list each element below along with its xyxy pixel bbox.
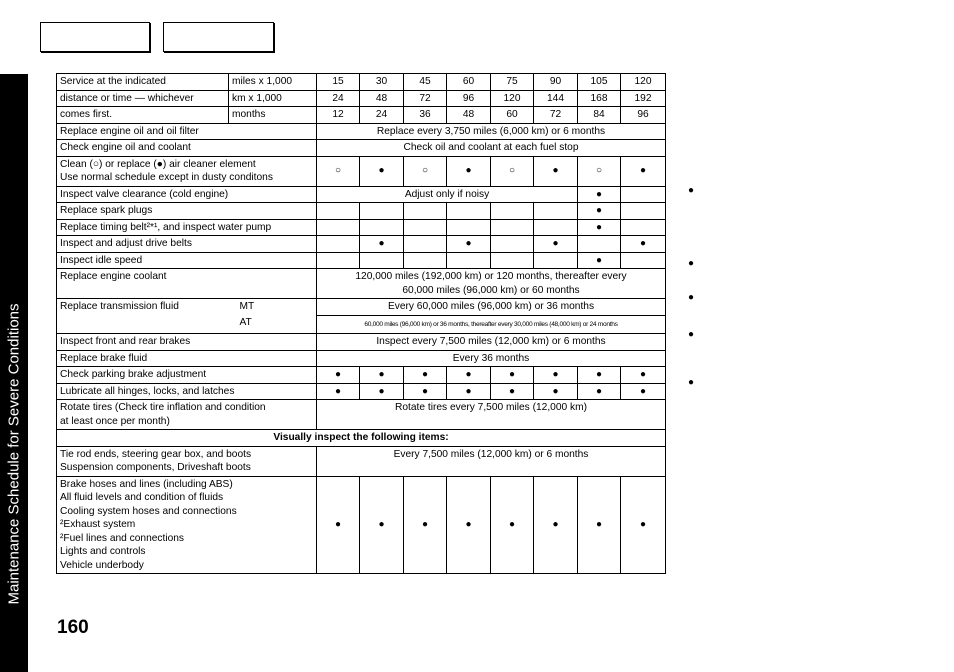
km-cell: 168: [578, 90, 621, 107]
row-label: Replace engine coolant: [57, 269, 317, 299]
row-label: Tie rod ends, steering gear box, and boots Suspension components, Driveshaft boots: [57, 446, 317, 476]
mark-filled: ●: [621, 156, 666, 186]
row-span: Replace every 3,750 miles (6,000 km) or 6 months: [317, 123, 666, 140]
row-label: Check engine oil and coolant: [57, 140, 317, 157]
row-span: 120,000 miles (192,000 km) or 120 months, thereafter every 60,000 miles (96,000 km) or 60 months: [317, 269, 666, 299]
km-cell: 192: [621, 90, 666, 107]
mark-filled: ●: [317, 383, 360, 400]
row-span: Adjust only if noisy: [317, 186, 578, 203]
trans-at: AT: [229, 315, 317, 334]
mark-cell: [317, 236, 360, 253]
table-row: [57, 123, 666, 140]
miles-cell: 75: [491, 74, 534, 91]
maintenance-table: [56, 73, 666, 574]
months-cell: 48: [447, 107, 491, 124]
mark-filled: ●: [447, 236, 491, 253]
mark-filled: ●: [317, 476, 360, 574]
miles-cell: 105: [578, 74, 621, 91]
unit-months: months: [229, 107, 317, 124]
row-label: Replace engine oil and oil filter: [57, 123, 317, 140]
mark-filled: ●: [534, 383, 578, 400]
header-tab-1[interactable]: [40, 22, 150, 52]
months-cell: 84: [578, 107, 621, 124]
row-span: Check oil and coolant at each fuel stop: [317, 140, 666, 157]
mark-filled: ●: [534, 476, 578, 574]
row-label: Check parking brake adjustment: [57, 367, 317, 384]
mark-filled: ●: [447, 156, 491, 186]
mark-filled: ●: [360, 156, 404, 186]
header-row-miles: [57, 74, 666, 91]
months-cell: 60: [491, 107, 534, 124]
mark-filled: ●: [578, 383, 621, 400]
mark-filled: ●: [534, 156, 578, 186]
mark-filled: ●: [621, 383, 666, 400]
mark-filled: ●: [447, 476, 491, 574]
mark-filled: ●: [621, 476, 666, 574]
bullet: ●: [688, 292, 695, 303]
table-row: [57, 383, 666, 400]
table-row: [57, 367, 666, 384]
unit-km: km x 1,000: [229, 90, 317, 107]
mark-filled: ●: [534, 367, 578, 384]
miles-cell: 15: [317, 74, 360, 91]
bullet: ●: [688, 185, 695, 196]
table-row: [57, 140, 666, 157]
header-row-months: [57, 107, 666, 124]
mark-filled: ●: [491, 476, 534, 574]
page-number: 160: [57, 617, 89, 638]
row-span: Rotate tires every 7,500 miles (12,000 km): [317, 400, 666, 430]
months-cell: 36: [404, 107, 447, 124]
table-row: [57, 299, 666, 316]
row-label: Replace brake fluid: [57, 350, 317, 367]
months-cell: 12: [317, 107, 360, 124]
km-cell: 72: [404, 90, 447, 107]
unit-miles: miles x 1,000: [229, 74, 317, 91]
row-label: Clean (○) or replace (●) air cleaner element Use normal schedule except in dusty conditons: [57, 156, 317, 186]
mark-filled: ●: [360, 236, 404, 253]
mark-filled: ●: [621, 236, 666, 253]
mark-filled: ●: [404, 476, 447, 574]
table-row: [57, 203, 666, 220]
row-label: Replace spark plugs: [57, 203, 317, 220]
row-label: Lubricate all hinges, locks, and latches: [57, 383, 317, 400]
km-cell: 96: [447, 90, 491, 107]
months-cell: 72: [534, 107, 578, 124]
km-cell: 144: [534, 90, 578, 107]
mark-filled: ●: [491, 383, 534, 400]
mark-open: ○: [578, 156, 621, 186]
months-cell: 24: [360, 107, 404, 124]
mark-filled: ●: [578, 219, 621, 236]
miles-cell: 120: [621, 74, 666, 91]
row-label: Inspect front and rear brakes: [57, 334, 317, 351]
mark-filled: ●: [447, 367, 491, 384]
mark-filled: ●: [404, 367, 447, 384]
miles-cell: 60: [447, 74, 491, 91]
mark-cell: [491, 236, 534, 253]
mark-filled: ●: [491, 367, 534, 384]
km-cell: 120: [491, 90, 534, 107]
table-row: [57, 186, 666, 203]
miles-cell: 90: [534, 74, 578, 91]
table-row: [57, 476, 666, 574]
row-label: Replace timing belt²*¹, and inspect water pump: [57, 219, 317, 236]
mark-filled: ●: [578, 203, 621, 220]
table-row: [57, 252, 666, 269]
table-row: [57, 350, 666, 367]
mark-filled: ●: [578, 476, 621, 574]
row-span: Every 60,000 miles (96,000 km) or 36 months: [317, 299, 666, 316]
months-cell: 96: [621, 107, 666, 124]
row-label: Rotate tires (Check tire inflation and condition at least once per month): [57, 400, 317, 430]
km-cell: 48: [360, 90, 404, 107]
header-tab-2[interactable]: [163, 22, 274, 52]
mark-filled: ●: [404, 383, 447, 400]
mark-open: ○: [491, 156, 534, 186]
mark-cell: [578, 236, 621, 253]
row-label: Brake hoses and lines (including ABS) All fluid levels and condition of fluids Cooling system hoses and connections ²Exhaust system ²Fuel lines and connections Lights and controls Vehicle underbody: [57, 476, 317, 574]
mark-filled: ●: [447, 383, 491, 400]
row-span: Every 36 months: [317, 350, 666, 367]
mark-open: ○: [317, 156, 360, 186]
row-label: Inspect idle speed: [57, 252, 317, 269]
mark-filled: ●: [317, 367, 360, 384]
row-label: Inspect valve clearance (cold engine): [57, 186, 317, 203]
trans-mt: MT: [229, 299, 317, 316]
bullet: ●: [688, 377, 695, 388]
visual-inspect-heading: Visually inspect the following items:: [57, 430, 666, 447]
header-label: comes first.: [57, 107, 229, 124]
header-label: distance or time — whichever: [57, 90, 229, 107]
miles-cell: 45: [404, 74, 447, 91]
header-row-km: [57, 90, 666, 107]
table-row: [57, 269, 666, 299]
bullet: ●: [688, 329, 695, 340]
mark-filled: ●: [578, 367, 621, 384]
section-title: Maintenance Schedule for Severe Conditions: [5, 303, 23, 605]
bullet: ●: [688, 258, 695, 269]
km-cell: 24: [317, 90, 360, 107]
table-row: [57, 446, 666, 476]
table-row: [57, 236, 666, 253]
row-span: Inspect every 7,500 miles (12,000 km) or 6 months: [317, 334, 666, 351]
miles-cell: 30: [360, 74, 404, 91]
mark-filled: ●: [578, 186, 621, 203]
row-label: Inspect and adjust drive belts: [57, 236, 317, 253]
table-row: [57, 156, 666, 186]
row-span: 60,000 miles (96,000 km) or 36 months, thereafter every 30,000 miles (48,000 km) or 24 months: [317, 315, 666, 334]
mark-filled: ●: [360, 476, 404, 574]
mark-filled: ●: [360, 367, 404, 384]
row-label: Replace transmission fluid: [57, 299, 229, 334]
mark-filled: ●: [578, 252, 621, 269]
table-row: [57, 219, 666, 236]
mark-filled: ●: [534, 236, 578, 253]
header-label: Service at the indicated: [57, 74, 229, 91]
mark-filled: ●: [621, 367, 666, 384]
mark-open: ○: [404, 156, 447, 186]
table-row: [57, 400, 666, 430]
section-sidebar: [0, 74, 28, 672]
mark-cell: [404, 236, 447, 253]
table-row: [57, 334, 666, 351]
table-row: [57, 430, 666, 447]
mark-empty: [621, 186, 666, 203]
row-span: Every 7,500 miles (12,000 km) or 6 months: [317, 446, 666, 476]
mark-filled: ●: [360, 383, 404, 400]
